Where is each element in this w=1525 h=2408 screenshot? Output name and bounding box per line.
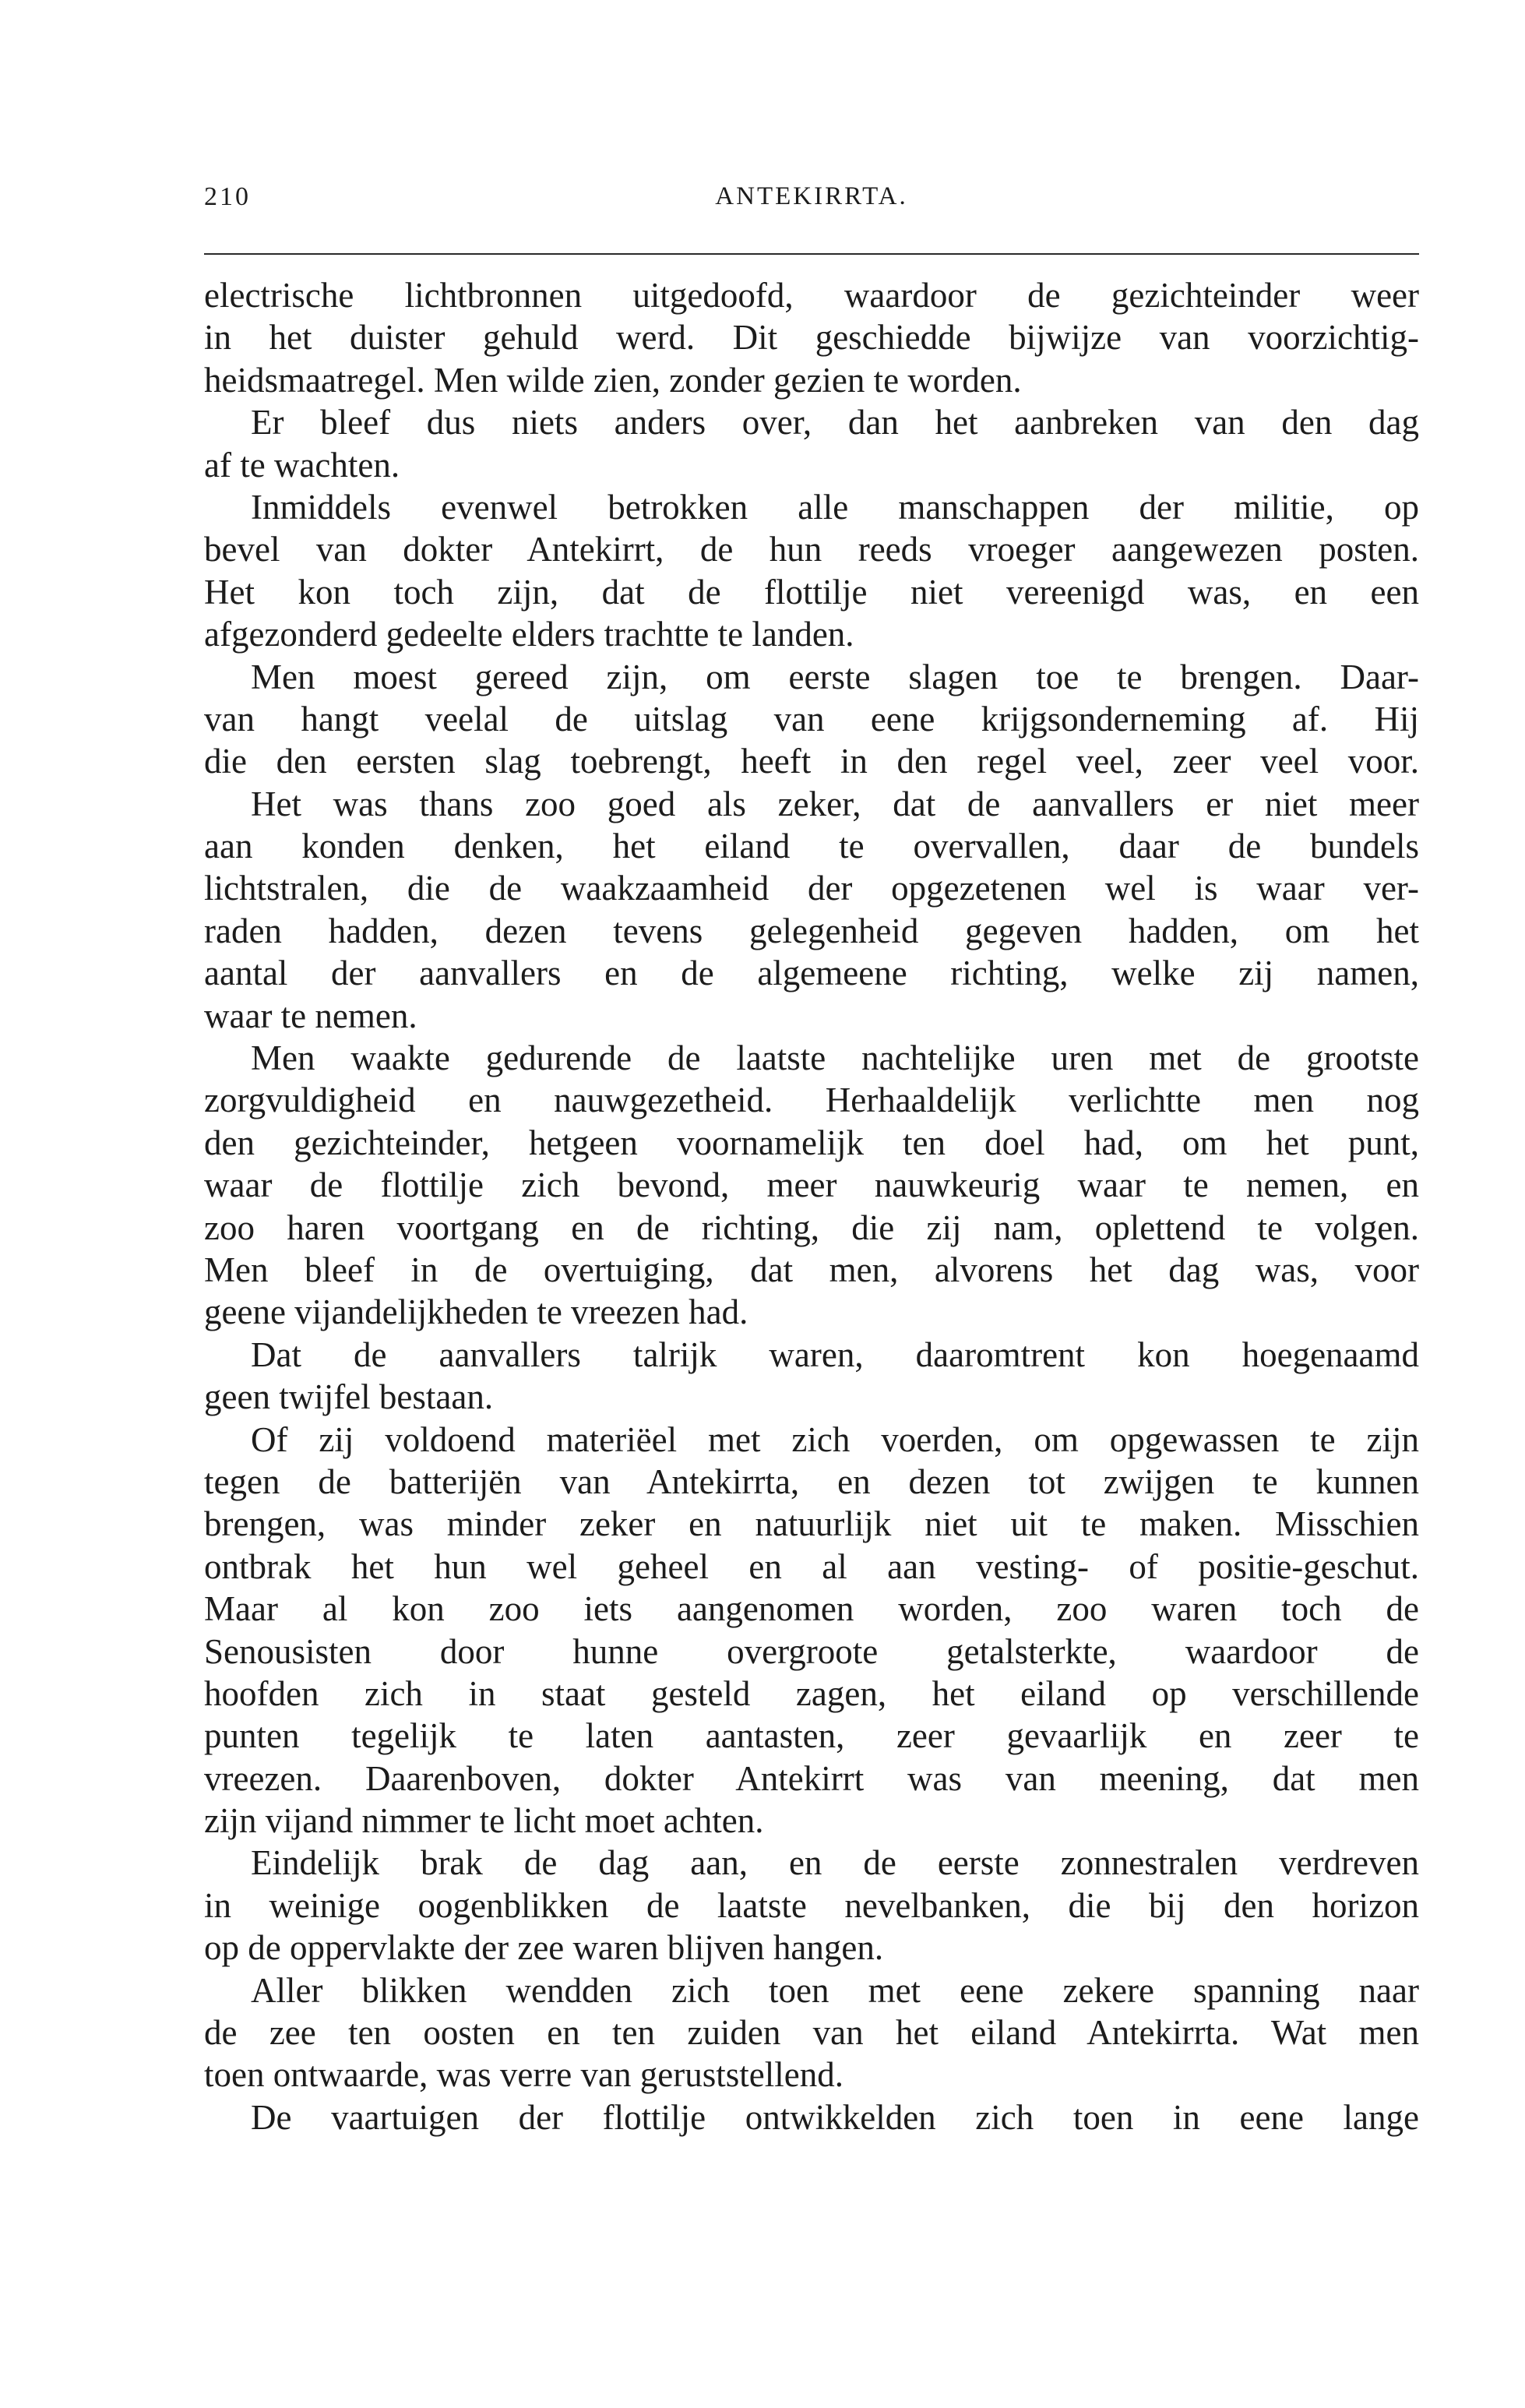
text-line: punten tegelijk te laten aantasten, zeer gevaarlijk en zeer te bbox=[204, 1716, 1419, 1756]
text-line: die den eersten slag toebrengt, heeft in den regel veel, zeer veel voor. bbox=[204, 742, 1419, 781]
page-number: 210 bbox=[204, 182, 251, 211]
text-line: electrische lichtbronnen uitgedoofd, waardoor de gezichteinder weer bbox=[204, 276, 1419, 315]
text-line: in weinige oogenblikken de laatste nevelbanken, die bij den horizon bbox=[204, 1885, 1419, 1925]
text-line: heidsmaatregel. Men wilde zien, zonder gezien te worden. bbox=[204, 360, 1022, 400]
text-line: geene vijandelijkheden te vreezen had. bbox=[204, 1292, 748, 1332]
text-line: zoo haren voortgang en de richting, die zij nam, oplettend te volgen. bbox=[204, 1208, 1419, 1247]
text-line: waar de flottilje zich bevond, meer nauwkeurig waar te nemen, en bbox=[204, 1165, 1419, 1205]
text-line: Dat de aanvallers talrijk waren, daaromtrent kon hoegenaamd bbox=[251, 1334, 1419, 1374]
text-line: Maar al kon zoo iets aangenomen worden, zoo waren toch de bbox=[204, 1589, 1419, 1629]
text-line: Senousisten door hunne overgroote getalsterkte, waardoor de bbox=[204, 1631, 1419, 1671]
page-header bbox=[204, 182, 1419, 229]
text-line: waar te nemen. bbox=[204, 996, 417, 1035]
text-line: toen ontwaarde, was verre van geruststellend. bbox=[204, 2055, 844, 2095]
text-line: vreezen. Daarenboven, dokter Antekirrt was van meening, dat men bbox=[204, 1758, 1419, 1798]
text-line: van hangt veelal de uitslag van eene krijgsonderneming af. Hij bbox=[204, 699, 1419, 739]
text-line: ontbrak het hun wel geheel en al aan vesting- of positie-geschut. bbox=[204, 1546, 1419, 1586]
text-line: aan konden denken, het eiland te overvallen, daar de bundels bbox=[204, 827, 1419, 866]
text-line: Men moest gereed zijn, om eerste slagen toe te brengen. Daar- bbox=[251, 657, 1419, 696]
running-title: ANTEKIRRTA. bbox=[715, 182, 908, 210]
text-line: in het duister gehuld werd. Dit geschiedde bijwijze van voorzichtig- bbox=[204, 318, 1419, 358]
text-line: Men bleef in de overtuiging, dat men, alvorens het dag was, voor bbox=[204, 1250, 1419, 1289]
text-line: Of zij voldoend materiëel met zich voerden, om opgewassen te zijn bbox=[251, 1419, 1419, 1459]
text-line: geen twijfel bestaan. bbox=[204, 1377, 494, 1417]
text-line: de zee ten oosten en ten zuiden van het eiland Antekirrta. Wat men bbox=[204, 2013, 1419, 2053]
text-line: den gezichteinder, hetgeen voornamelijk ten doel had, om het punt, bbox=[204, 1123, 1419, 1162]
text-line: afgezonderd gedeelte elders trachtte te landen. bbox=[204, 615, 854, 654]
text-line: lichtstralen, die de waakzaamheid der opgezetenen wel is waar ver- bbox=[204, 869, 1419, 908]
text-line: Er bleef dus niets anders over, dan het aanbreken van den dag bbox=[251, 403, 1419, 442]
text-line: Inmiddels evenwel betrokken alle manschappen der militie, op bbox=[251, 487, 1419, 527]
text-line: brengen, was minder zeker en natuurlijk niet uit te maken. Misschien bbox=[204, 1504, 1419, 1544]
text-line: bevel van dokter Antekirrt, de hun reeds vroeger aangewezen posten. bbox=[204, 530, 1419, 569]
text-line: Het kon toch zijn, dat de flottilje niet vereenigd was, en een bbox=[204, 572, 1419, 612]
text-line: Aller blikken wendden zich toen met eene zekere spanning naar bbox=[251, 1970, 1419, 2010]
text-line: op de oppervlakte der zee waren blijven hangen. bbox=[204, 1928, 884, 1968]
text-line: raden hadden, dezen tevens gelegenheid gegeven hadden, om het bbox=[204, 911, 1419, 950]
text-line: Men waakte gedurende de laatste nachtelijke uren met de grootste bbox=[251, 1038, 1419, 1078]
text-line: Eindelijk brak de dag aan, en de eerste zonnestralen verdreven bbox=[251, 1843, 1419, 1883]
text-line: hoofden zich in staat gesteld zagen, het eiland op verschillende bbox=[204, 1673, 1419, 1713]
text-line: Het was thans zoo goed als zeker, dat de aanvallers er niet meer bbox=[251, 784, 1419, 823]
text-line: aantal der aanvallers en de algemeene richting, welke zij namen, bbox=[204, 954, 1419, 993]
text-line: af te wachten. bbox=[204, 445, 400, 485]
header-rule bbox=[204, 253, 1419, 255]
text-line: zorgvuldigheid en nauwgezetheid. Herhaaldelijk verlichtte men nog bbox=[204, 1081, 1419, 1120]
text-line: zijn vijand nimmer te licht moet achten. bbox=[204, 1801, 764, 1841]
text-line: De vaartuigen der flottilje ontwikkelden zich toen in eene lange bbox=[251, 2097, 1419, 2137]
text-line: tegen de batterijën van Antekirrta, en dezen tot zwijgen te kunnen bbox=[204, 1461, 1419, 1501]
body-text bbox=[204, 274, 1419, 2138]
